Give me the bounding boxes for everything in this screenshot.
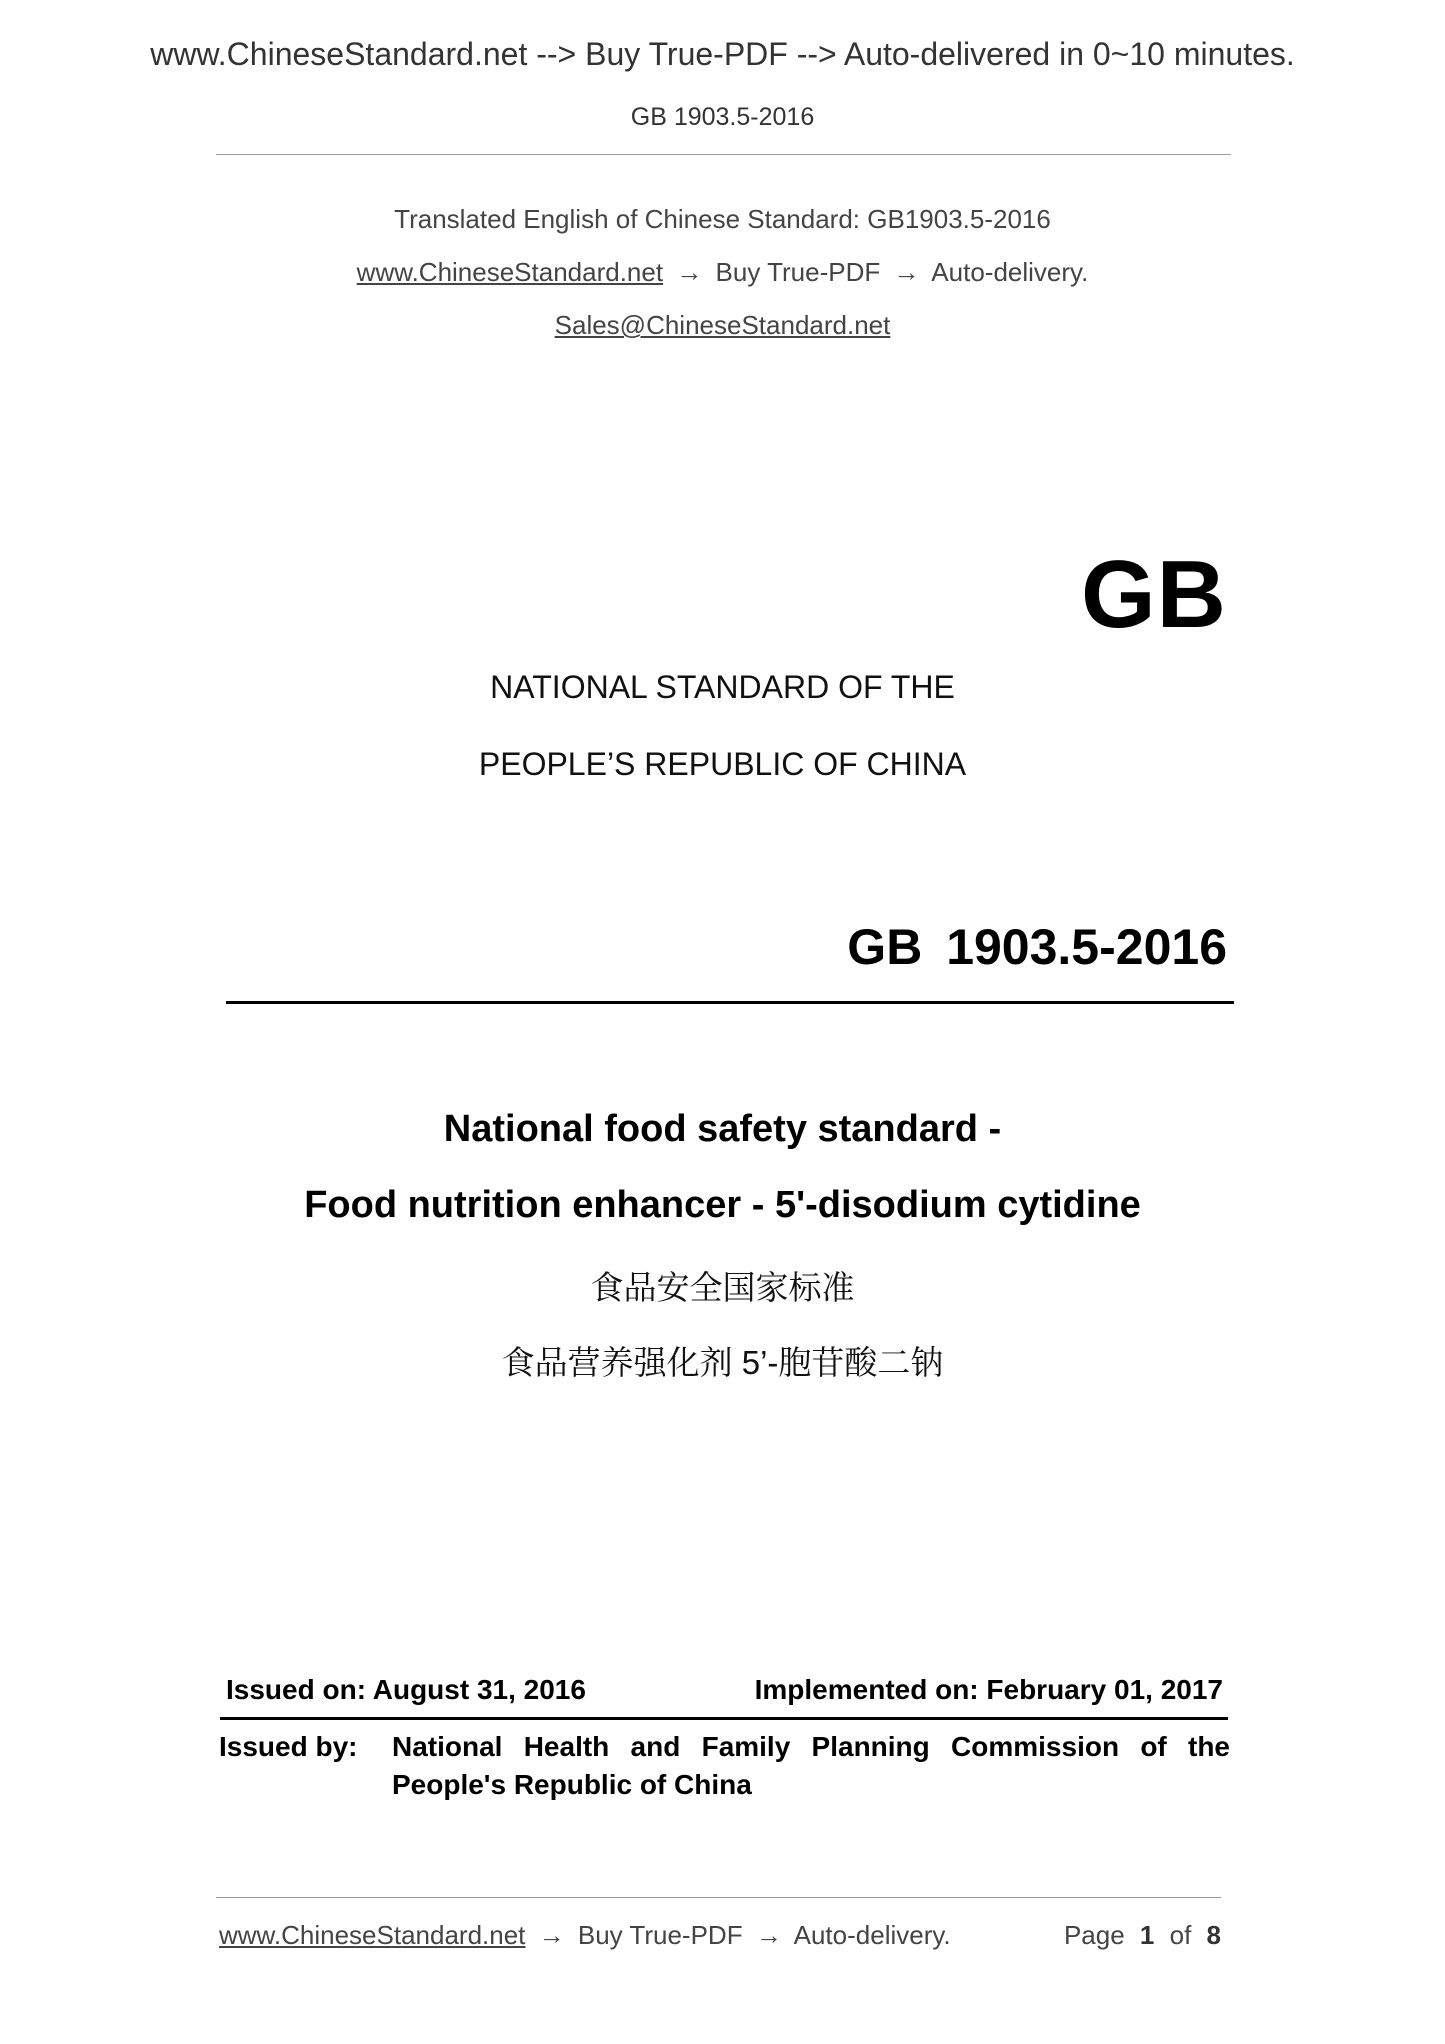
issued-on-date: Issued on: August 31, 2016 [226, 1674, 586, 1705]
chinese-title-line-1: 食品安全国家标准 [590, 1269, 855, 1306]
page-total: 8 [1206, 1920, 1221, 1950]
standard-code: GB 1903.5-2016 [847, 919, 1227, 975]
gb-logo: GB [1081, 541, 1227, 648]
footer-purchase-line [219, 1920, 951, 1951]
intro-buy-text: Buy True-PDF [715, 257, 881, 287]
intro-site-link[interactable]: www.ChineseStandard.net [356, 257, 664, 287]
page-current: 1 [1139, 1920, 1155, 1950]
page-label: Page [1063, 1920, 1125, 1950]
footer-divider [216, 1897, 1221, 1898]
code-divider [226, 1001, 1234, 1004]
title-line-2: Food nutrition enhancer - 5'-disodium cytidine [304, 1184, 1141, 1226]
header-divider [216, 154, 1231, 155]
sales-email-link[interactable]: Sales@ChineseStandard.net [554, 310, 891, 340]
national-standard-line-2: PEOPLE’S REPUBLIC OF CHINA [478, 746, 967, 782]
issued-by-label: Issued by: [219, 1731, 358, 1762]
right-arrow-icon: → [676, 257, 703, 287]
page-of: of [1169, 1920, 1192, 1950]
right-arrow-icon: → [893, 257, 920, 287]
header-standard-code: GB 1903.5-2016 [630, 103, 815, 131]
intro-email-line [0, 310, 1445, 341]
top-banner: www.ChineseStandard.net --> Buy True-PDF --> Auto-delivered in 0~10 minutes. [150, 36, 1295, 72]
title-line-1: National food safety standard - [443, 1108, 1002, 1150]
translated-notice: Translated English of Chinese Standard: GB1903.5-2016 [394, 204, 1051, 234]
footer-site-link[interactable]: www.ChineseStandard.net [219, 1920, 526, 1950]
issued-by-line-1: National Health and Family Planning Commission of the [392, 1731, 1230, 1762]
intro-delivery-text: Auto-delivery. [931, 257, 1089, 287]
issued-by-line-2: People's Republic of China [392, 1769, 752, 1800]
intro-purchase-line [0, 257, 1445, 288]
national-standard-line-1: NATIONAL STANDARD OF THE [490, 669, 955, 705]
page-number [1064, 1920, 1221, 1951]
footer-delivery-text: Auto-delivery. [793, 1920, 951, 1950]
implemented-on-date: Implemented on: February 01, 2017 [754, 1674, 1223, 1705]
right-arrow-icon: → [538, 1920, 565, 1950]
right-arrow-icon: → [755, 1920, 782, 1950]
footer-buy-text: Buy True-PDF [577, 1920, 743, 1950]
chinese-title-line-2: 食品营养强化剂 5’-胞苷酸二钠 [501, 1344, 944, 1381]
dates-divider [220, 1717, 1228, 1720]
